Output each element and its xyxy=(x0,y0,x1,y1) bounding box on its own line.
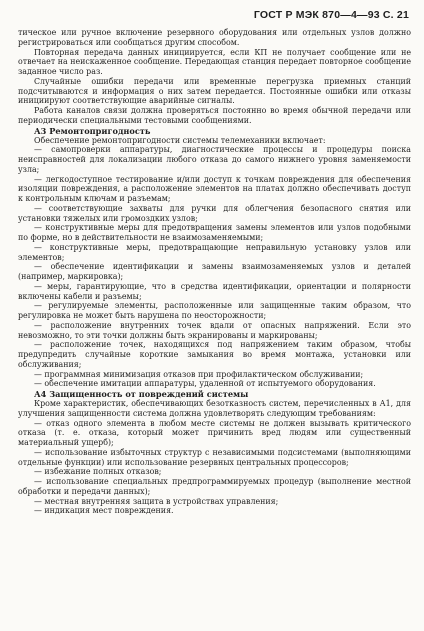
paragraph: — избежание полных отказов; xyxy=(34,467,162,477)
paragraph: — самопроверки аппаратуры, диагностические процессы и процедуры поиска неисправностей для локализации любого отказа до самого нижнего уровня заменяемости узла; xyxy=(18,145,411,174)
paragraph: — программная минимизация отказов при профилактическом обслуживании; xyxy=(34,369,364,379)
paragraph: — конструктивные меры, предотвращающие неправильную установку узлов или элементов; xyxy=(18,242,411,262)
paragraph: тическое или ручное включение резервного оборудования или отдельных узлов должно регистрироваться или сообщаться другим способом. xyxy=(18,28,411,47)
paragraph: — обеспечение имитации аппаратуры, удаленной от испытуемого оборудования. xyxy=(34,379,376,389)
paragraph: — отказ одного элемента в любом месте системы не должен вызывать критического отказа (т. е. отказа, который может причинить вред людям или существенный материальный ущерб); xyxy=(18,418,411,447)
paragraph: — использование избыточных структур с независимыми подсистемами (выполняющими отдельные функции) или использование резервных центральных процессоров; xyxy=(18,447,411,467)
paragraph: Кроме характеристик, обеспечивающих безотказность систем, перечисленных в А1, для улучшения защищенности система должна удовлетворять следующим требованиям: xyxy=(18,399,411,418)
paragraph: — конструктивные меры для предотвращения замены элементов или узлов подобными по форме, но в действительности не взаимозаменяемыми; xyxy=(18,223,411,242)
paragraph: — использование специальных предпрограммируемых процедур (выполнение местной обработки и передачи данных); xyxy=(18,477,411,496)
paragraph: — расположение точек, находящихся под напряжением таким образом, чтобы предупредить случайные короткие замыкания во время монтажа, установки или обслуживания; xyxy=(18,340,411,369)
paragraph: Работа каналов связи должна проверяться постоянно во время обычной передачи или периодически специальными тестовыми сообщениями. xyxy=(18,106,411,125)
document-body xyxy=(18,28,411,516)
paragraph: Обеспечение ремонтопригодности системы телемеханики включает: xyxy=(34,135,326,145)
paragraph: — местная внутренняя защита в устройствах управления; xyxy=(34,496,279,506)
paragraph: — регулируемые элементы, расположенные или защищенные таким образом, что регулировка не может быть нарушена по неосторожности; xyxy=(18,301,411,320)
section-heading: А3 Ремонтопригодность xyxy=(34,125,151,136)
paragraph: Случайные ошибки передачи или временные перегрузка приемных станций подсчитываются и информация о них затем передается. Постоянные ошибки или отказы инициируют соответствующие аварийные сигналы. xyxy=(18,76,411,106)
paragraph: — обеспечение идентификации и замены взаимозаменяемых узлов и деталей (например, маркировка); xyxy=(18,262,411,281)
paragraph: Повторная передача данных инициируется, если КП не получает сообщение или не отвечает на неискаженное сообщение. Передающая станция передает повторное сообщение заданное число раз. xyxy=(18,47,411,76)
paragraph: — индикация мест повреждения. xyxy=(34,506,174,516)
paragraph: — легкодоступное тестирование и/или доступ к точкам повреждения для обеспечения изоляции повреждения, а расположение элементов на платах должно обеспечивать доступ к контрольным ключам и разъемам; xyxy=(18,174,411,203)
paragraph: — соответствующие захваты для ручки для облегчения безопасного снятия или установки тяжелых или громоздких узлов; xyxy=(18,203,411,223)
page-header: ГОСТ Р МЭК 870—4—93 С. 21 xyxy=(253,9,409,21)
paragraph: — меры, гарантирующие, что в средства идентификации, ориентации и полярности включены кабели и разъемы; xyxy=(18,281,411,301)
paragraph: — расположение внутренних точек вдали от опасных напряжений. Если это невозможно, то эти точки должны быть экранированы и маркированы; xyxy=(18,320,411,340)
section-heading: А4 Защищенность от повреждений системы xyxy=(34,389,249,399)
